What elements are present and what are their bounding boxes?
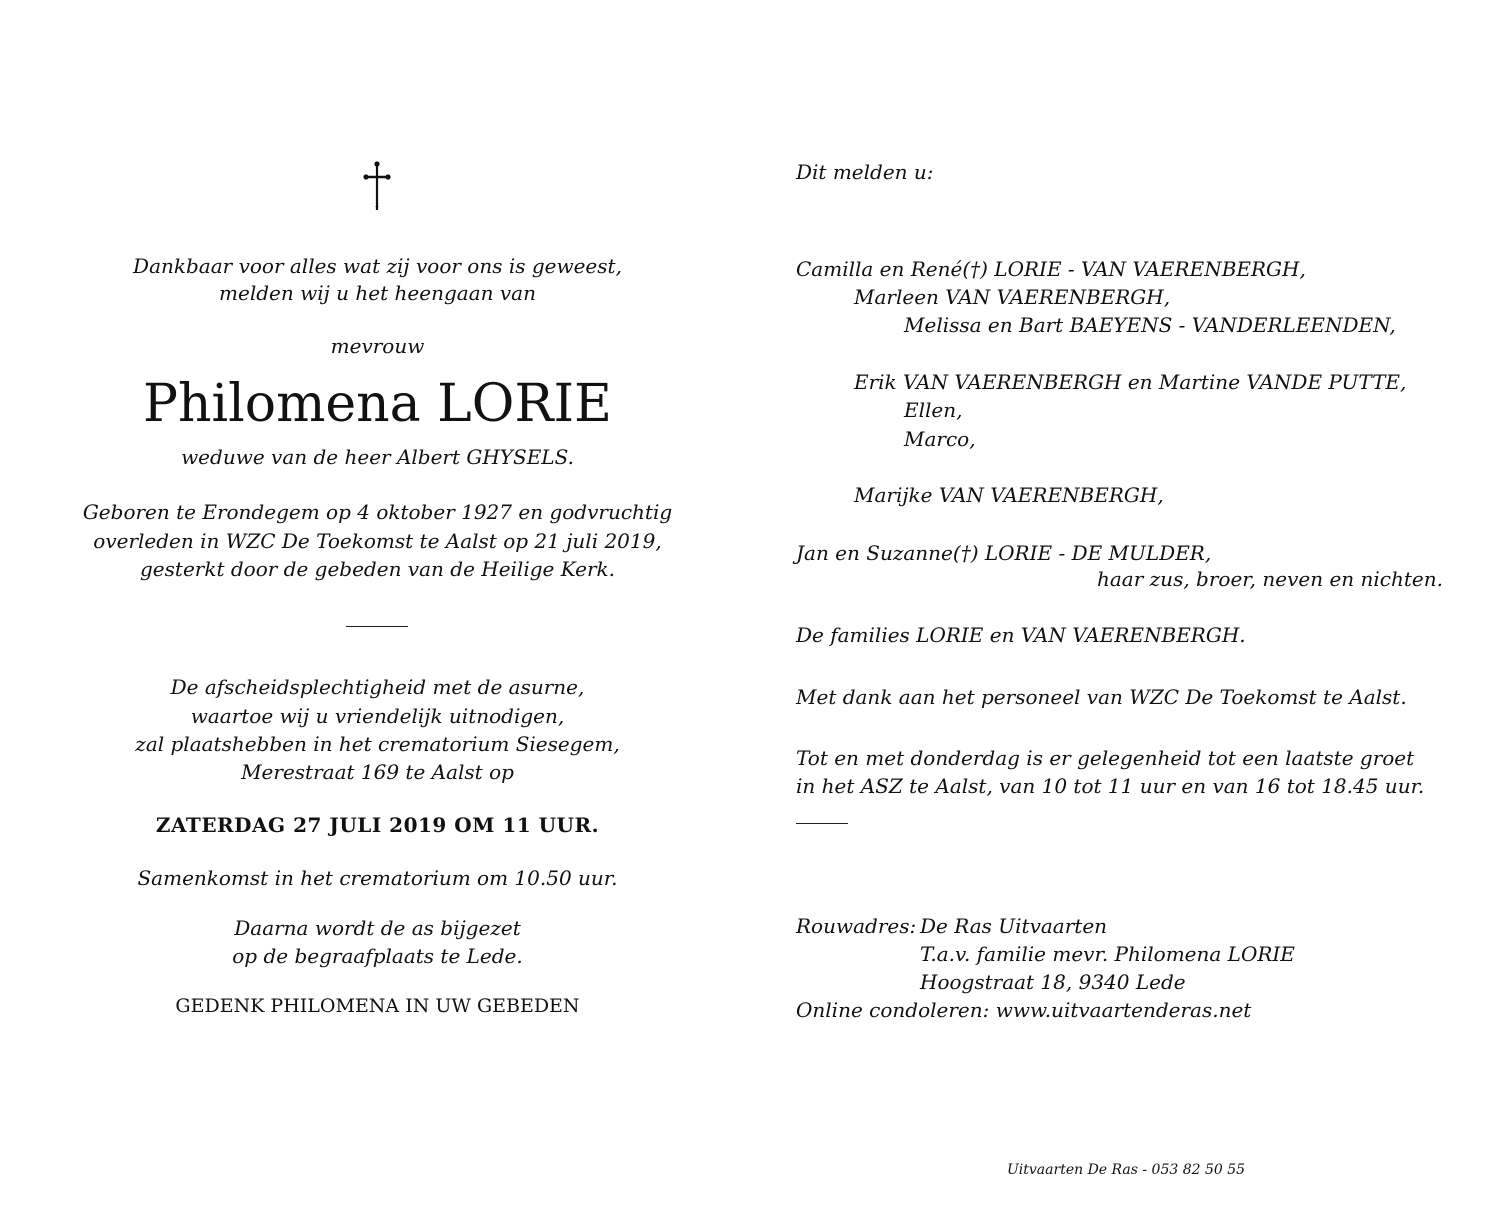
honorific: mevrouw (330, 334, 425, 358)
divider-right (796, 823, 848, 824)
families-line: De families LORIE en VAN VAERENBERGH. (796, 623, 1246, 647)
announce-line: Dit melden u: (796, 160, 934, 184)
visit-line-1: Tot en met donderdag is er gelegenheid tot een laatste groet (796, 746, 1415, 770)
address-line-1: De Ras Uitvaarten (920, 914, 1108, 938)
birth-line-1: Geboren te Erondegem op 4 oktober 1927 en godvruchtig (82, 500, 673, 524)
ashes-line-2: op de begraafplaats te Lede. (232, 944, 523, 968)
widow-line: weduwe van de heer Albert GHYSELS. (181, 445, 574, 469)
address-line-2: T.a.v. familie mevr. Philomena LORIE (920, 942, 1295, 966)
birth-line-2: overleden in WZC De Toekomst te Aalst op 21 juli 2019, (93, 529, 662, 553)
family-line-2: Marleen VAN VAERENBERGH, (854, 285, 1171, 309)
online-url[interactable]: www.uitvaartenderas.net (995, 998, 1252, 1022)
birth-line-3: gesterkt door de gebeden van de Heilige Kerk. (140, 557, 615, 581)
divider-left (346, 626, 408, 627)
family-line-1: Camilla en René(†) LORIE - VAN VAERENBERGH, (796, 257, 1306, 281)
ceremony-line-2: waartoe wij u vriendelijk uitnodigen, (190, 704, 565, 728)
ceremony-line-4: Merestraat 169 te Aalst op (241, 760, 514, 784)
thanks-line: Met dank aan het personeel van WZC De Toekomst te Aalst. (796, 685, 1407, 709)
deceased-name: Philomena LORIE (143, 374, 612, 434)
online-label: Online condoleren: (796, 998, 990, 1022)
relatives-line: haar zus, broer, neven en nichten. (1097, 567, 1443, 591)
family-line-4: Erik VAN VAERENBERGH en Martine VANDE PUTTE, (854, 370, 1407, 394)
online-condolence (796, 996, 1251, 1024)
address-line-3: Hoogstraat 18, 9340 Lede (920, 970, 1186, 994)
family-line-5: Ellen, (904, 398, 963, 422)
intro-line-1: Dankbaar voor alles wat zij voor ons is geweest, (133, 254, 622, 278)
footer-credit: Uitvaarten De Ras - 053 82 50 55 (1007, 1162, 1246, 1178)
ceremony-line-3: zal plaatshebben in het crematorium Siesegem, (135, 732, 620, 756)
family-line-8: Jan en Suzanne(†) LORIE - DE MULDER, (796, 541, 1212, 565)
family-line-7: Marijke VAN VAERENBERGH, (854, 483, 1164, 507)
ceremony-date: ZATERDAG 27 JULI 2019 OM 11 UUR. (155, 813, 600, 837)
remember-line: GEDENK PHILOMENA IN UW GEBEDEN (175, 995, 580, 1017)
family-line-6: Marco, (904, 427, 976, 451)
visit-line-2: in het ASZ te Aalst, van 10 tot 11 uur en van 16 tot 18.45 uur. (796, 774, 1425, 798)
ceremony-line-1: De afscheidsplechtigheid met de asurne, (170, 675, 585, 699)
family-line-3: Melissa en Bart BAEYENS - VANDERLEENDEN, (904, 313, 1396, 337)
address-label: Rouwadres: (796, 914, 917, 938)
gathering-line: Samenkomst in het crematorium om 10.50 uur. (137, 866, 618, 890)
intro-line-2: melden wij u het heengaan van (219, 281, 536, 305)
ashes-line-1: Daarna wordt de as bijgezet (234, 916, 521, 940)
cross-icon (360, 160, 394, 216)
